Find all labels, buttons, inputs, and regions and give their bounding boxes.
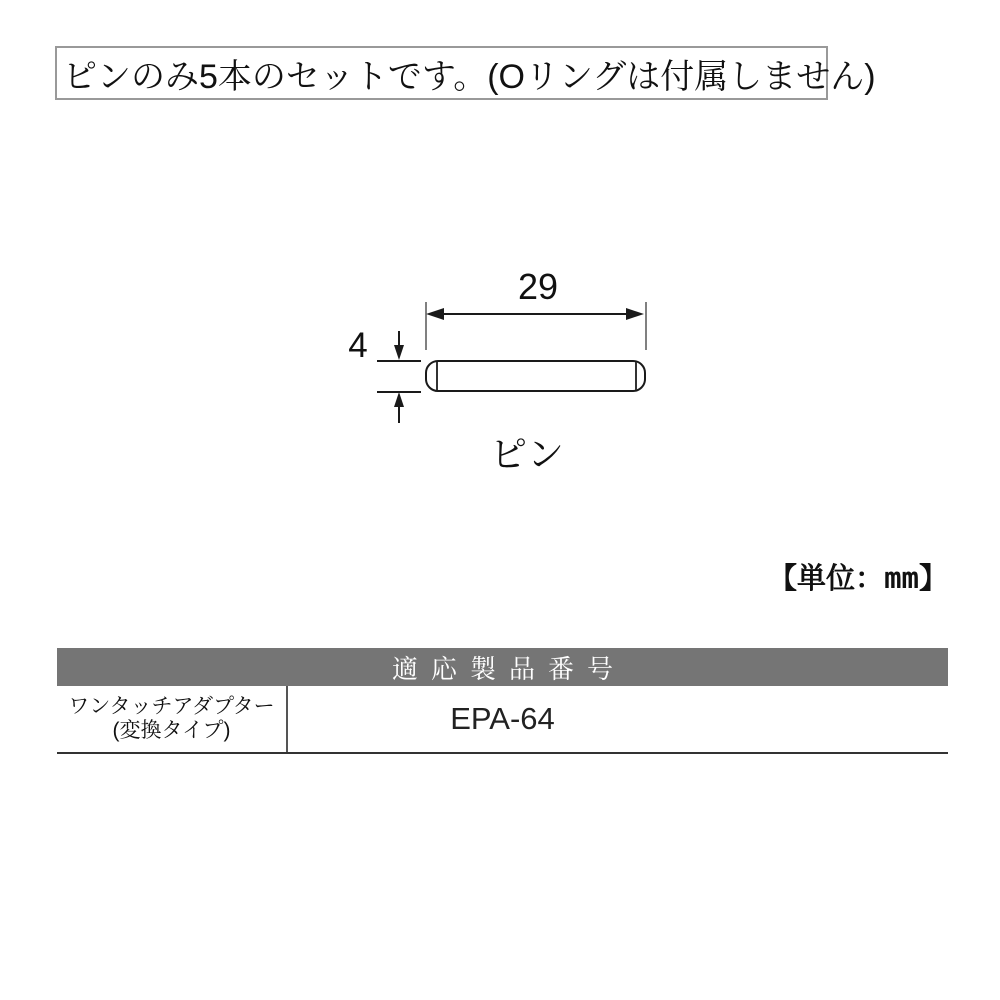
arrow-right-icon	[626, 308, 644, 320]
product-number: EPA-64	[450, 701, 555, 736]
table-row	[57, 686, 948, 752]
note-text: ピンのみ5本のセットです。(Oリングは付属しません)	[63, 57, 876, 96]
table-header-label: 適応製品番号	[391, 653, 626, 684]
unit-note-suffix: 】	[918, 563, 948, 595]
part-label: ピン	[490, 434, 564, 475]
diameter-dimension-label: 4	[348, 326, 368, 365]
product-name-line2: (変換タイプ)	[112, 719, 231, 742]
table-bottom-border	[57, 752, 948, 754]
product-name-line1: ワンタッチアダプター	[68, 695, 275, 718]
note-box	[55, 46, 876, 100]
pin-cap-line-left	[436, 362, 438, 390]
arrow-down-icon	[394, 345, 404, 360]
unit-note-value: mm	[884, 561, 919, 595]
extension-line-top	[377, 360, 421, 362]
arrow-up-icon	[394, 392, 404, 407]
unit-note-prefix: 【単位：	[768, 563, 885, 595]
pin-body	[425, 360, 646, 392]
pin-cap-line-right	[635, 362, 637, 390]
diameter-arrow-lower-tail	[398, 406, 400, 423]
unit-note	[768, 556, 948, 597]
table-header	[57, 648, 948, 686]
extension-line-right	[645, 302, 647, 350]
product-number-cell	[57, 686, 948, 752]
arrow-left-icon	[426, 308, 444, 320]
length-dimension-label: 29	[517, 266, 559, 307]
length-dimension-line	[432, 313, 640, 315]
